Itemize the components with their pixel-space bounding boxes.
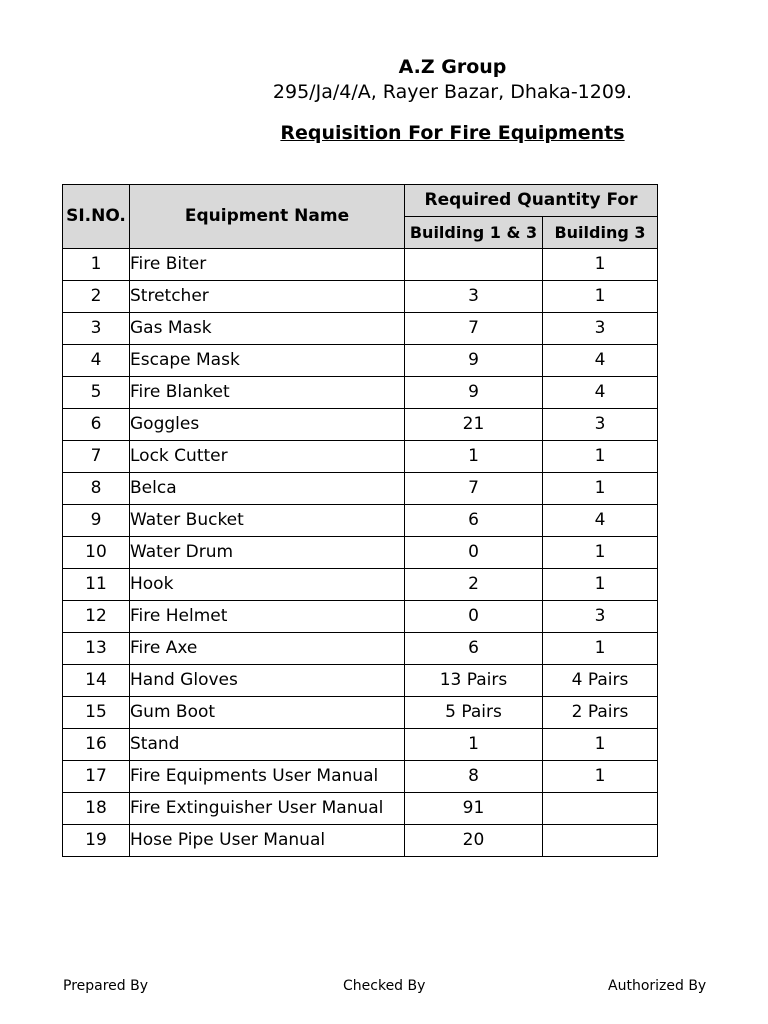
cell-sl-no: 1 <box>63 249 130 281</box>
header-required-quantity: Required Quantity For <box>405 185 658 217</box>
cell-qty-building-1-3: 91 <box>405 793 543 825</box>
cell-sl-no: 7 <box>63 441 130 473</box>
cell-equipment-name: Stretcher <box>130 281 405 313</box>
table-body <box>63 249 658 857</box>
cell-qty-building-1-3: 7 <box>405 313 543 345</box>
cell-sl-no: 17 <box>63 761 130 793</box>
cell-qty-building-1-3: 20 <box>405 825 543 857</box>
cell-qty-building-3: 1 <box>543 249 658 281</box>
cell-sl-no: 10 <box>63 537 130 569</box>
requisition-table <box>62 184 658 857</box>
cell-sl-no: 16 <box>63 729 130 761</box>
cell-qty-building-3 <box>543 825 658 857</box>
cell-equipment-name: Gas Mask <box>130 313 405 345</box>
cell-qty-building-1-3: 9 <box>405 377 543 409</box>
cell-qty-building-3: 1 <box>543 633 658 665</box>
cell-qty-building-3: 1 <box>543 569 658 601</box>
header-sl-no: SI.NO. <box>63 185 130 249</box>
cell-equipment-name: Belca <box>130 473 405 505</box>
cell-qty-building-1-3: 21 <box>405 409 543 441</box>
cell-qty-building-3: 4 Pairs <box>543 665 658 697</box>
cell-qty-building-1-3: 0 <box>405 537 543 569</box>
table-row <box>63 537 658 569</box>
cell-equipment-name: Fire Biter <box>130 249 405 281</box>
cell-qty-building-3: 3 <box>543 313 658 345</box>
cell-qty-building-1-3: 1 <box>405 441 543 473</box>
cell-equipment-name: Lock Cutter <box>130 441 405 473</box>
document-title: Requisition For Fire Equipments <box>280 122 625 144</box>
table-row <box>63 633 658 665</box>
cell-sl-no: 8 <box>63 473 130 505</box>
cell-sl-no: 12 <box>63 601 130 633</box>
header-building-1-3: Building 1 & 3 <box>405 217 543 249</box>
company-name: A.Z Group <box>398 56 507 78</box>
table-row <box>63 825 658 857</box>
cell-equipment-name: Water Bucket <box>130 505 405 537</box>
table-row <box>63 569 658 601</box>
cell-qty-building-1-3: 7 <box>405 473 543 505</box>
cell-qty-building-1-3: 13 Pairs <box>405 665 543 697</box>
prepared-by-label: Prepared By <box>63 978 149 994</box>
cell-sl-no: 3 <box>63 313 130 345</box>
cell-equipment-name: Stand <box>130 729 405 761</box>
cell-qty-building-1-3: 8 <box>405 761 543 793</box>
cell-sl-no: 5 <box>63 377 130 409</box>
table-row <box>63 729 658 761</box>
cell-sl-no: 15 <box>63 697 130 729</box>
table-row <box>63 313 658 345</box>
table-row <box>63 697 658 729</box>
cell-sl-no: 14 <box>63 665 130 697</box>
cell-equipment-name: Water Drum <box>130 537 405 569</box>
table-row <box>63 601 658 633</box>
cell-qty-building-1-3: 1 <box>405 729 543 761</box>
cell-equipment-name: Hand Gloves <box>130 665 405 697</box>
cell-qty-building-3: 3 <box>543 409 658 441</box>
cell-qty-building-1-3: 3 <box>405 281 543 313</box>
table-row <box>63 665 658 697</box>
cell-qty-building-3: 2 Pairs <box>543 697 658 729</box>
cell-equipment-name: Fire Blanket <box>130 377 405 409</box>
cell-qty-building-1-3: 6 <box>405 633 543 665</box>
cell-equipment-name: Fire Extinguisher User Manual <box>130 793 405 825</box>
table-row <box>63 377 658 409</box>
header-building-3: Building 3 <box>543 217 658 249</box>
cell-equipment-name: Goggles <box>130 409 405 441</box>
cell-equipment-name: Fire Axe <box>130 633 405 665</box>
table-row <box>63 281 658 313</box>
cell-equipment-name: Fire Helmet <box>130 601 405 633</box>
table-row <box>63 793 658 825</box>
cell-sl-no: 19 <box>63 825 130 857</box>
cell-qty-building-3: 4 <box>543 505 658 537</box>
cell-qty-building-1-3: 6 <box>405 505 543 537</box>
cell-qty-building-3: 1 <box>543 729 658 761</box>
cell-qty-building-1-3: 0 <box>405 601 543 633</box>
cell-qty-building-1-3: 9 <box>405 345 543 377</box>
cell-qty-building-3: 4 <box>543 345 658 377</box>
table-row <box>63 761 658 793</box>
company-address: 295/Ja/4/A, Rayer Bazar, Dhaka-1209. <box>272 81 633 103</box>
checked-by-label: Checked By <box>343 978 426 994</box>
table-row <box>63 345 658 377</box>
table-row <box>63 441 658 473</box>
cell-sl-no: 11 <box>63 569 130 601</box>
cell-sl-no: 13 <box>63 633 130 665</box>
cell-equipment-name: Hose Pipe User Manual <box>130 825 405 857</box>
cell-qty-building-3: 1 <box>543 537 658 569</box>
cell-qty-building-3: 4 <box>543 377 658 409</box>
cell-qty-building-3: 1 <box>543 761 658 793</box>
cell-qty-building-1-3 <box>405 249 543 281</box>
table-row <box>63 473 658 505</box>
cell-qty-building-3 <box>543 793 658 825</box>
cell-qty-building-3: 3 <box>543 601 658 633</box>
cell-sl-no: 9 <box>63 505 130 537</box>
cell-equipment-name: Gum Boot <box>130 697 405 729</box>
table-row <box>63 409 658 441</box>
cell-sl-no: 2 <box>63 281 130 313</box>
authorized-by-label: Authorized By <box>608 978 707 994</box>
cell-qty-building-1-3: 2 <box>405 569 543 601</box>
table-row <box>63 249 658 281</box>
cell-qty-building-3: 1 <box>543 281 658 313</box>
cell-sl-no: 4 <box>63 345 130 377</box>
cell-sl-no: 6 <box>63 409 130 441</box>
header-equipment-name: Equipment Name <box>130 185 405 249</box>
cell-equipment-name: Escape Mask <box>130 345 405 377</box>
cell-sl-no: 18 <box>63 793 130 825</box>
table-row <box>63 505 658 537</box>
cell-qty-building-3: 1 <box>543 473 658 505</box>
cell-qty-building-3: 1 <box>543 441 658 473</box>
cell-equipment-name: Fire Equipments User Manual <box>130 761 405 793</box>
cell-qty-building-1-3: 5 Pairs <box>405 697 543 729</box>
cell-equipment-name: Hook <box>130 569 405 601</box>
